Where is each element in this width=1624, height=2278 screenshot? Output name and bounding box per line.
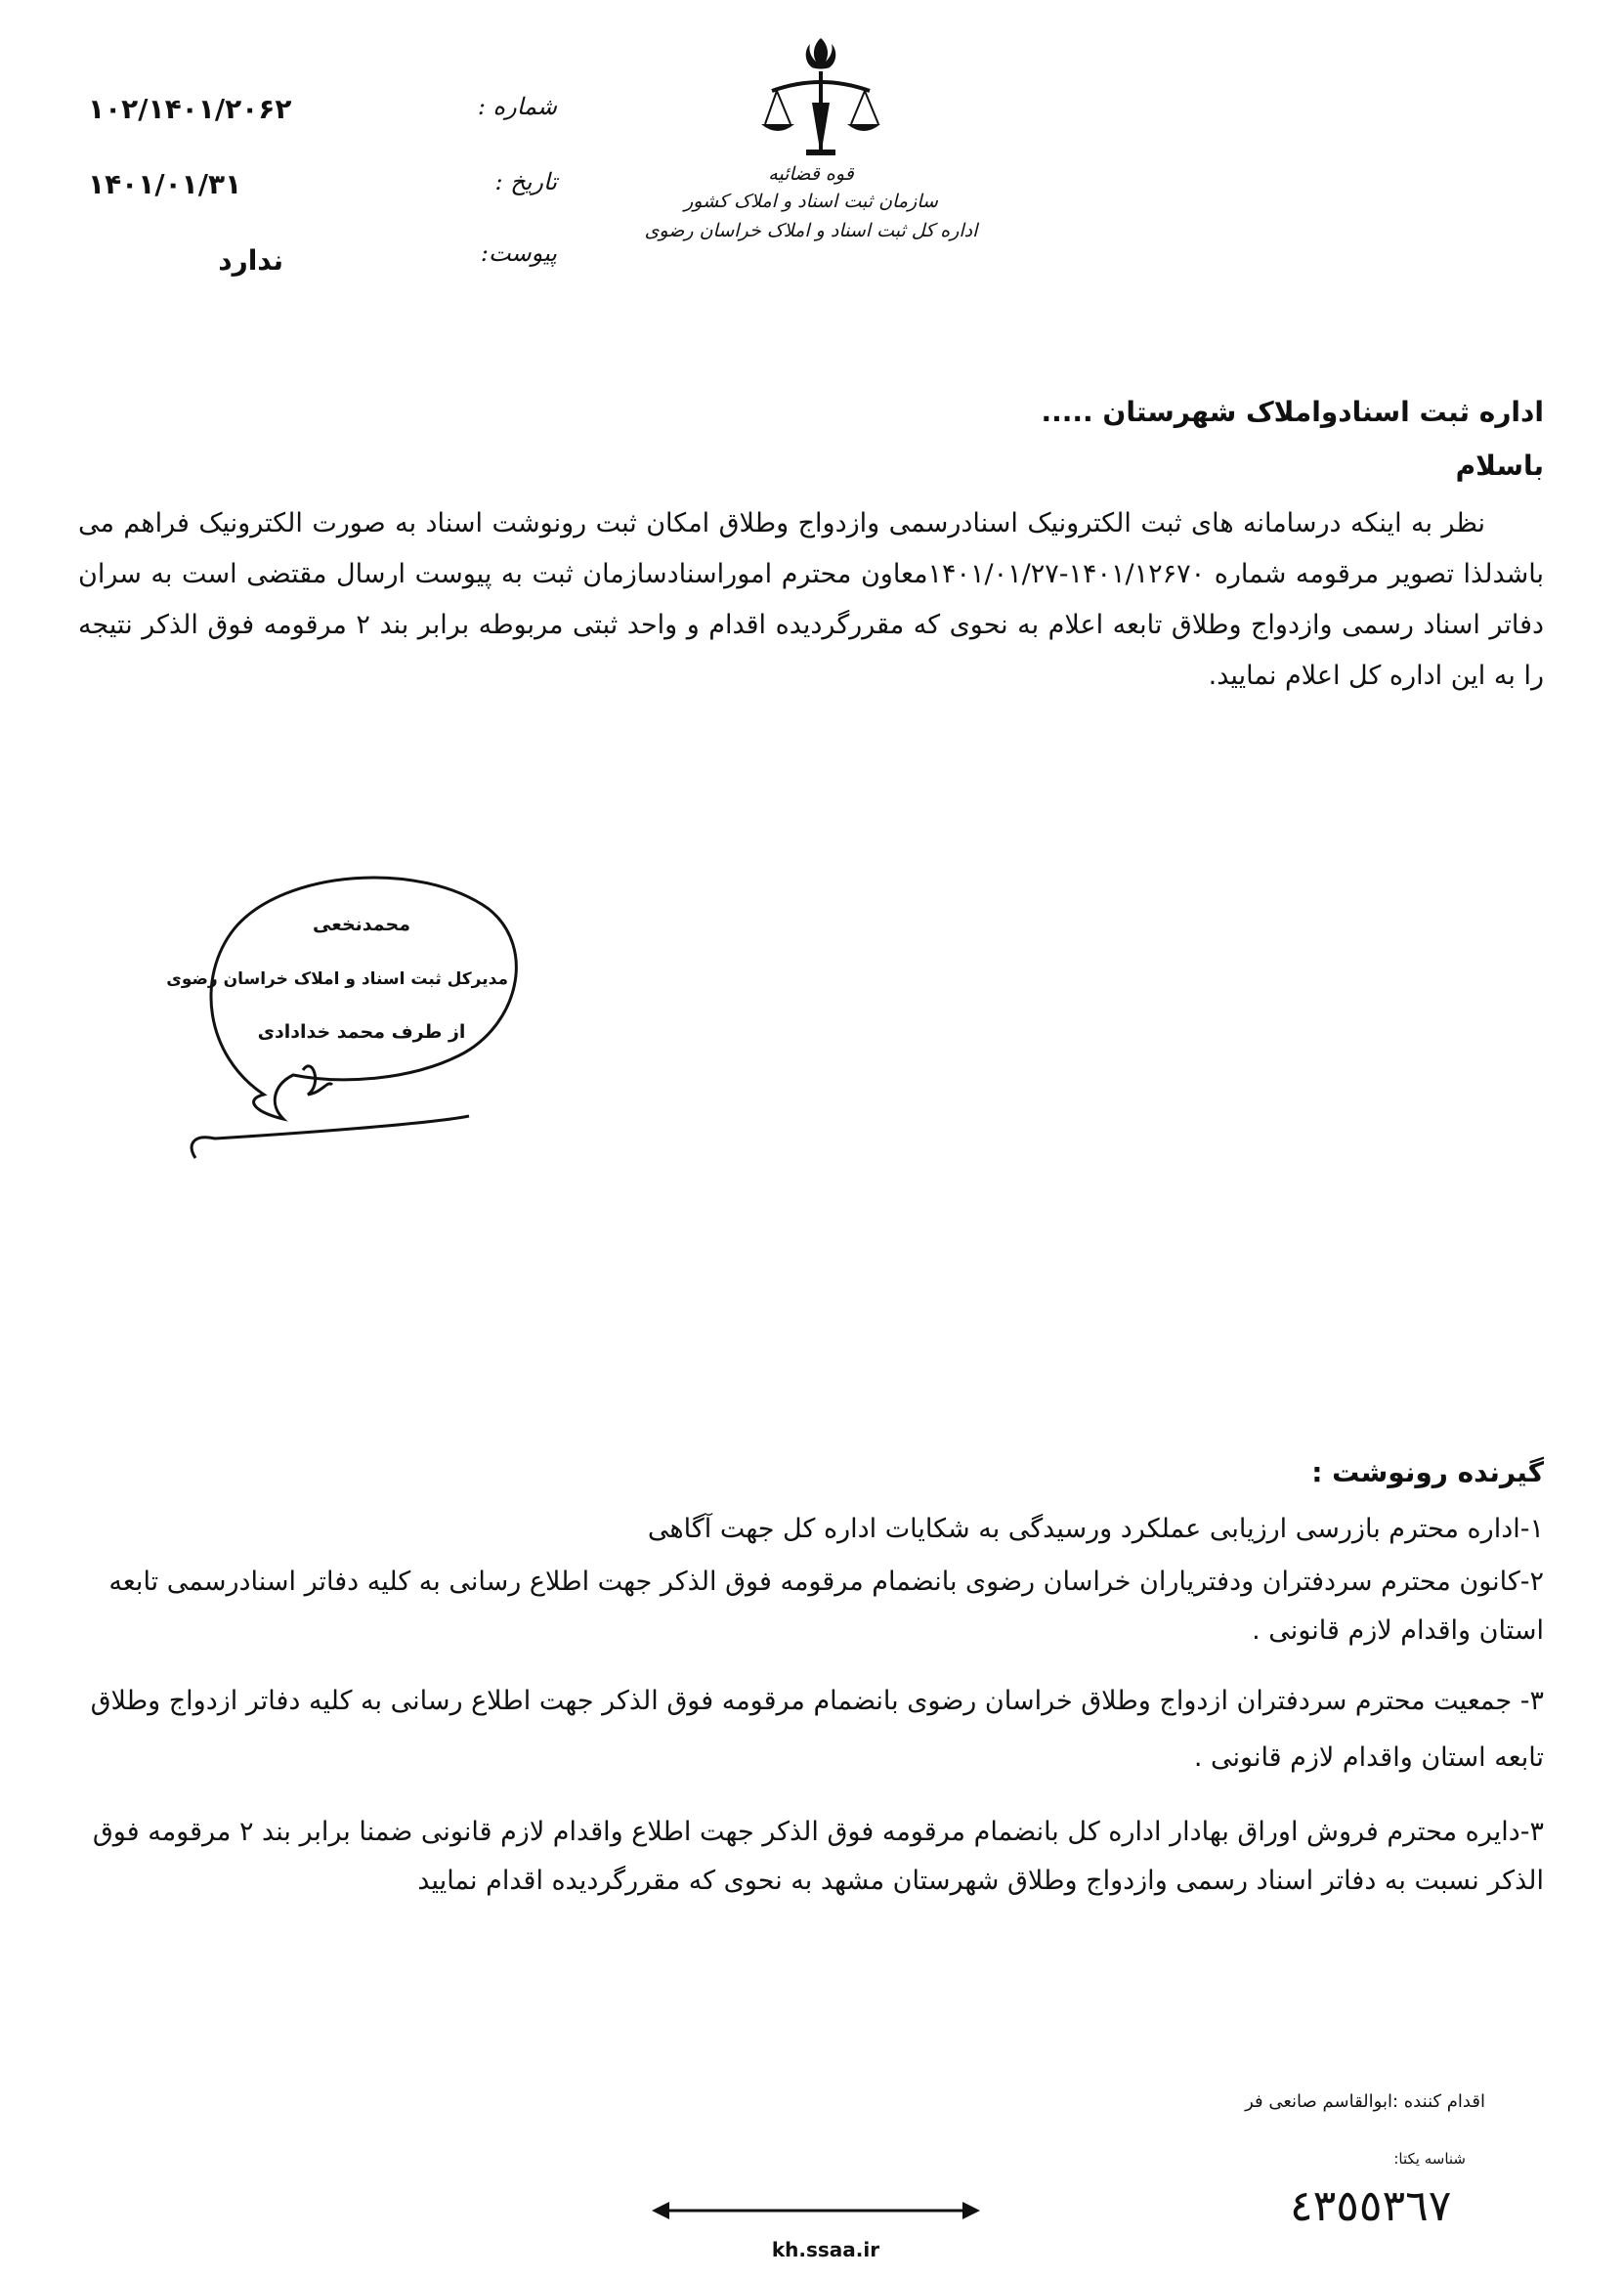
letter-number: ۱۰۲/۱۴۰۱/۲۰۶۲: [88, 93, 292, 125]
greeting: باسلام: [1455, 450, 1544, 482]
cc-item: ۱-اداره محترم بازرسی ارزیابی عملکرد ورسیدگی به شکایات اداره کل جهت آگاهی: [647, 1514, 1544, 1544]
letter-body: نظر به اینکه درسامانه های ثبت الکترونیک اسنادرسمی وازدواج وطلاق امکان ثبت رونوشت اسناد به صورت الکترونیک فراهم می باشدلذا تصویر مرقومه شماره ۱۴۰۱/۱۲۶۷۰-۱۴۰۱/۰۱/۲۷معاون محترم اموراسنادسازمان ثبت به پیوست ارسال مقتضی است به سران دفاتر اسناد رسمی وازدواج وطلاق تابعه اعلام به نحوی که مقررگردیده اقدام و واحد ثبتی مربوطه برابر بند ۲ مرقومه فوق الذکر نتیجه را به این اداره کل اعلام نمایید.: [78, 508, 1545, 691]
double-arrow-icon: [650, 2196, 982, 2225]
org-line-registration-org: سازمان ثبت اسناد و املاک کشور: [684, 191, 938, 212]
cc-item: ۳- جمعیت محترم سردفتران ازدواج وطلاق خراسان رضوی بانضمام مرقومه فوق الذکر جهت اطلاع رسانی به کلیه دفاتر ازدواج وطلاق تابعه استان واقدام لازم قانونی .: [90, 1686, 1544, 1773]
org-line-provincial-office: اداره کل ثبت اسناد و املاک خراسان رضوی: [644, 220, 978, 241]
number-label: شماره :: [477, 93, 557, 120]
website-link[interactable]: kh.ssaa.ir: [771, 2238, 880, 2261]
signature-stamp: [166, 860, 547, 1182]
letterhead: [625, 34, 997, 269]
org-line-judiciary: قوه قضائیه: [768, 163, 854, 185]
judiciary-emblem-icon: [757, 34, 884, 161]
signer-on-behalf: از طرف محمد خدادادی: [257, 1021, 466, 1043]
date-label: تاریخ :: [494, 168, 557, 195]
signer-title: مدیرکل ثبت اسناد و املاک خراسان رضوی: [166, 969, 508, 989]
cc-list: [78, 1505, 1544, 1906]
signer-name: محمدنخعی: [313, 914, 410, 935]
cc-item: ۲-کانون محترم سردفتران ودفتریاران خراسان رضوی بانضمام مرقومه فوق الذکر جهت اطلاع رسانی به کلیه دفاتر اسنادرسمی تابعه استان واقدام لازم قانونی .: [108, 1567, 1544, 1646]
letter-date: ۱۴۰۱/۰۱/۳۱: [88, 168, 242, 200]
unique-id-value: ٤٣٥٥٣٦٧: [1290, 2181, 1452, 2231]
cc-title: گیرنده رونوشت :: [1311, 1456, 1544, 1488]
attachment-value: ندارد: [218, 244, 283, 277]
action-by: اقدام کننده :ابوالقاسم صانعی فر: [1245, 2091, 1485, 2112]
cc-item: ۳-دایره محترم فروش اوراق بهادار اداره کل بانضمام مرقومه فوق الذکر جهت اطلاع واقدام لازم قانونی ضمنا برابر بند ۲ مرقومه فوق الذکر نسبت به دفاتر اسناد رسمی وازدواج وطلاق شهرستان مشهد به نحوی که مقررگردیده اقدام نمایید: [92, 1817, 1544, 1896]
unique-id-label: شناسه یکتا:: [1393, 2150, 1466, 2168]
addressee: اداره ثبت اسنادواملاک شهرستان .....: [1041, 396, 1544, 428]
attachment-label: پیوست:: [480, 239, 557, 267]
